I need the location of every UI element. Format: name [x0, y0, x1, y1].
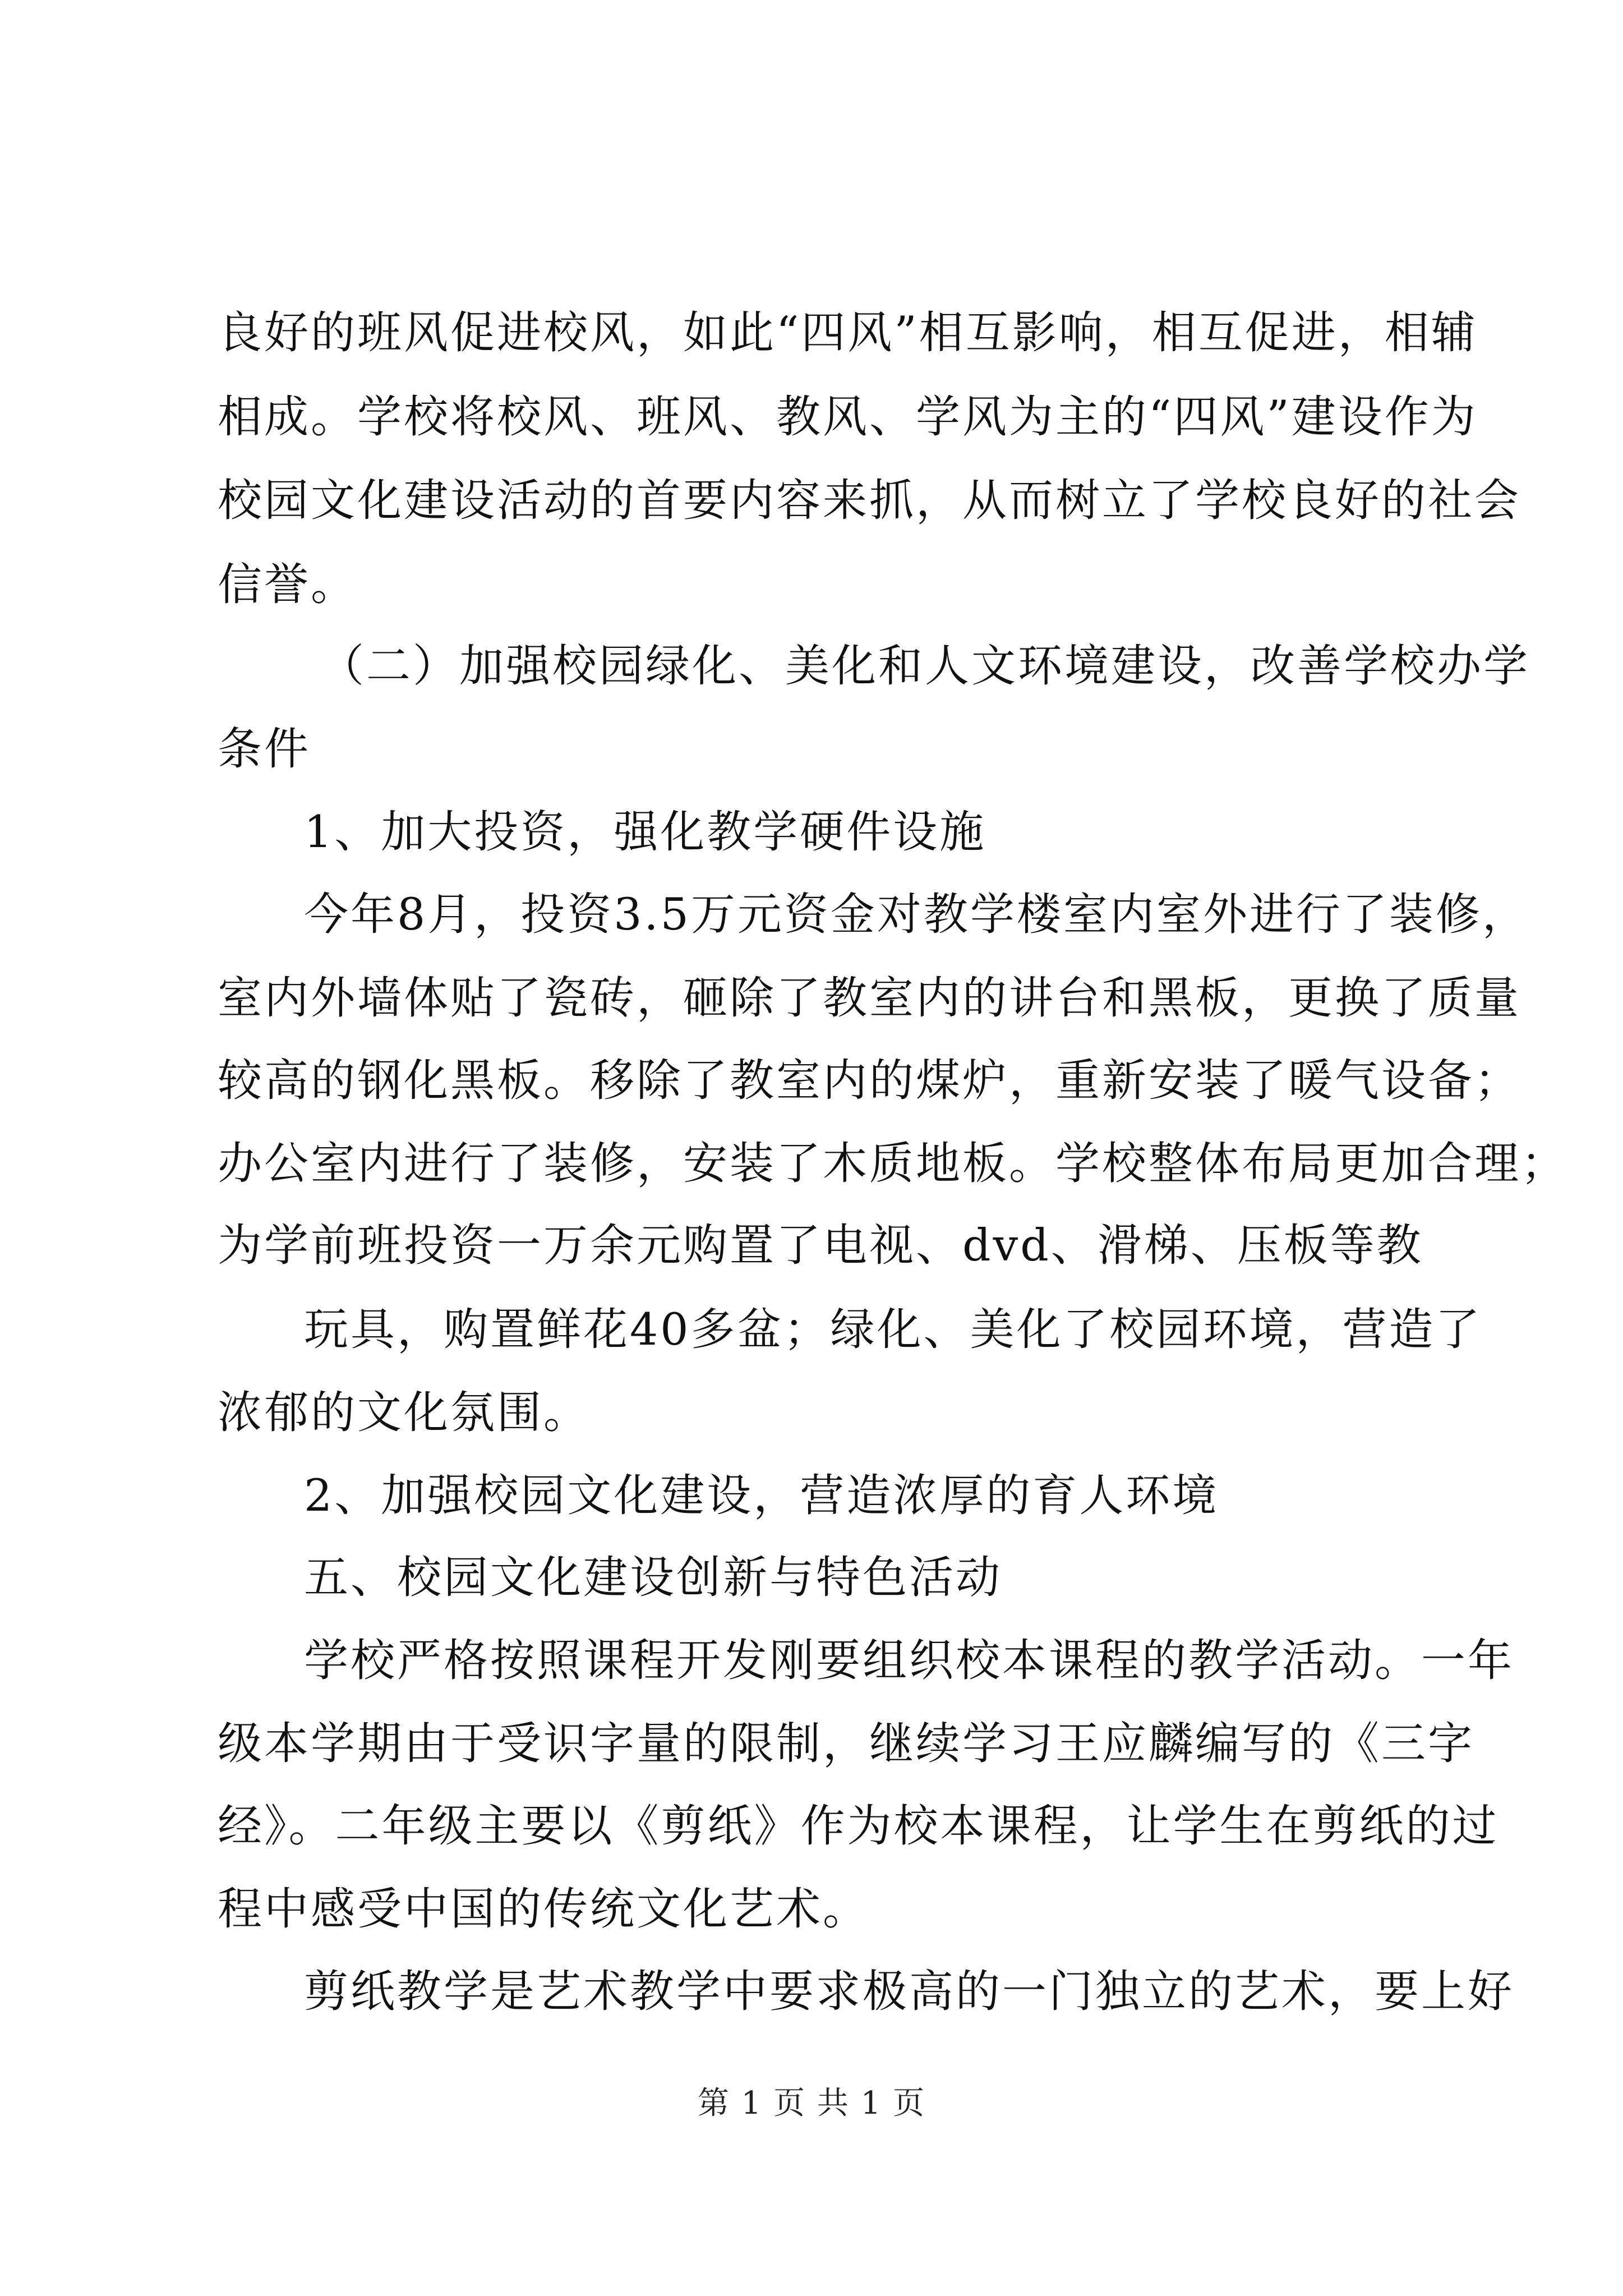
paragraph-first-line: 剪纸教学是艺术教学中要求极高的一门独立的艺术，要上好 — [304, 1966, 1514, 2017]
page-number-footer: 第 1 页 共 1 页 — [697, 2085, 926, 2122]
body-text-line: 级本学期由于受识字量的限制，继续学习王应麟编写的《三字 — [218, 1718, 1474, 1769]
body-text-line: 为学前班投资一万余元购置了电视、dvd、滑梯、压板等教 — [218, 1220, 1423, 1271]
body-text-line: 信誉。 — [218, 559, 357, 610]
section-heading: （二）加强校园绿化、美化和人文环境建设，改善学校办学 — [320, 640, 1530, 692]
subsection-heading: 1、加大投资，强化教学硬件设施 — [304, 806, 986, 858]
body-text-line: 办公室内进行了装修，安装了木质地板。学校整体布局更加合理； — [218, 1138, 1567, 1189]
body-text-line: 相成。学校将校风、班风、教风、学风为主的“四风”建设作为 — [218, 391, 1478, 443]
body-text-line: 经》。二年级主要以《剪纸》作为校本课程，让学生在剪纸的过 — [218, 1800, 1499, 1852]
body-text-line: 浓郁的文化氛围。 — [218, 1387, 590, 1438]
body-text-line: 室内外墙体贴了瓷砖，砸除了教室内的讲台和黑板，更换了质量 — [218, 972, 1521, 1024]
section-heading: 五、校园文化建设创新与特色活动 — [304, 1552, 1002, 1603]
body-text-line: 程中感受中国的传统文化艺术。 — [218, 1883, 869, 1935]
body-text-line: 良好的班风促进校风，如此“四风”相互影响，相互促进，相辅 — [218, 307, 1478, 358]
body-text-line: 条件 — [218, 723, 311, 775]
paragraph-first-line: 学校严格按照课程开发刚要组织校本课程的教学活动。一年 — [304, 1635, 1514, 1686]
subsection-heading: 2、加强校园文化建设，营造浓厚的育人环境 — [304, 1470, 1219, 1521]
body-text-line: 校园文化建设活动的首要内容来抓，从而树立了学校良好的社会 — [218, 475, 1521, 526]
paragraph-first-line: 玩具，购置鲜花40多盆；绿化、美化了校园环境，营造了 — [304, 1304, 1482, 1355]
body-text-line: 较高的钢化黑板。移除了教室内的煤炉，重新安装了暖气设备； — [218, 1055, 1521, 1106]
paragraph-first-line: 今年8月，投资3.5万元资金对教学楼室内室外进行了装修， — [304, 889, 1529, 940]
